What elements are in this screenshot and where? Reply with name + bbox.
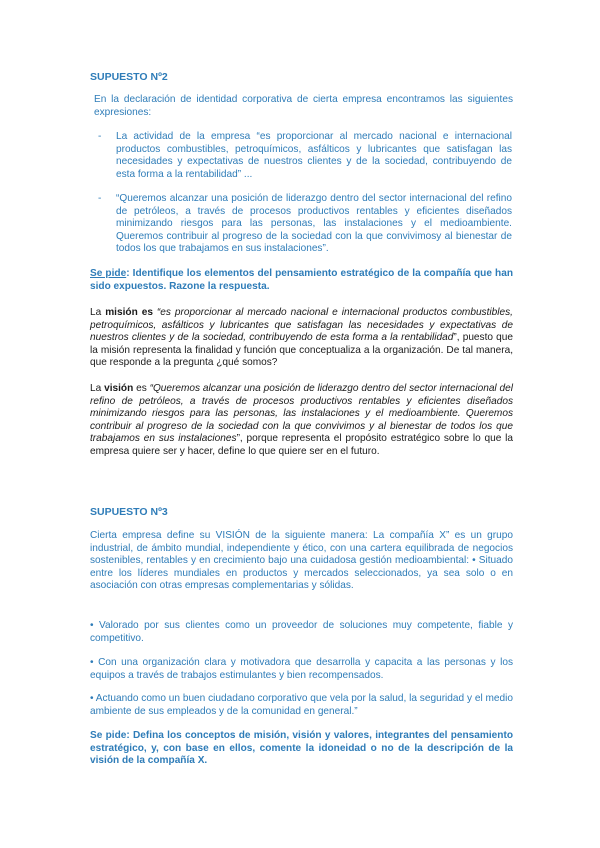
bullet-dash-1: - bbox=[98, 131, 102, 142]
answer-vision-verb: es bbox=[133, 383, 150, 394]
supuesto2-intro: En la declaración de identidad corporativa de cierta empresa encontramos las siguientes expresiones: bbox=[94, 94, 513, 118]
bullet-text-2: “Queremos alcanzar una posición de liderazgo dentro del sector internacional del refino de petróleos, a través de procesos productivos rentables y eficientes diseñados minimizando riesgos para las personas, las instalaciones y el medioambiente. Queremos contribuir al progreso de la sociedad con la que convivimosy al bienestar de todos los que trabajamos en sus instalaciones”. bbox=[116, 193, 512, 255]
answer-mision-term: misión bbox=[105, 307, 138, 318]
answer-mision-rest: ”, puesto que la misión representa la finalidad y función que conceptualiza a la organización. De tal manera, que responde a la pregunta ¿qué somos? bbox=[90, 332, 514, 369]
answer-vision-lead: La bbox=[90, 383, 105, 394]
supuesto2-bullet-1 bbox=[98, 131, 512, 183]
supuesto3-point-2: • Con una organización clara y motivadora que desarrolla y capacita a las personas y los equipos a través de trabajos estimulantes y bien recompensados. bbox=[90, 657, 513, 681]
supuesto3-point-1: • Valorado por sus clientes como un proveedor de soluciones muy competente, fiable y competitivo. bbox=[90, 620, 513, 644]
supuesto2-heading: SUPUESTO Nº2 bbox=[90, 71, 168, 83]
answer-mision-verb: es bbox=[137, 307, 157, 318]
answer-mision-quote: “es proporcionar al mercado nacional e internacional productos combustibles, petroquímicos, asfálticos y lubricantes que satisfagan las necesidades y expectativas de nuestros clientes y de la sociedad, contribuyendo de esta forma a la rentabilidad bbox=[90, 307, 513, 344]
bullet-text-1: La actividad de la empresa “es proporcionar al mercado nacional e internacional productos combustibles, petroquímicos, asfálticos y lubricantes que satisfagan las necesidades y expectativas de nuestros clientes y de la sociedad, contribuyendo de esta forma a la rentabilidad” ... bbox=[116, 131, 512, 180]
supuesto3-ask: Se pide: Defina los conceptos de misión, visión y valores, integrantes del pensamiento estratégico, y, con base en ellos, comente la idoneidad o no de la descripción de la visión de la compañía X. bbox=[90, 730, 513, 767]
supuesto2-bullet-2 bbox=[98, 193, 512, 259]
ask-text: : Identifique los elementos del pensamiento estratégico de la compañía que han sido expuestos. Razone la respuesta. bbox=[90, 268, 513, 292]
answer-vision-rest: ”, porque representa el propósito estratégico sobre lo que la empresa quiere ser y hacer, define lo que quiere ser en el futuro. bbox=[90, 433, 513, 457]
answer-vision-quote: “Queremos alcanzar una posición de liderazgo dentro del sector internacional del refino de petróleos, a través de procesos productivos rentables y eficientes diseñados minimizando riesgos para las personas, las instalaciones y el medioambiente. Queremos contribuir al progreso de la sociedad con la que convivimos y al bienestar de todos los que trabajamos en sus instalaciones bbox=[90, 383, 513, 445]
supuesto3-heading: SUPUESTO Nº3 bbox=[90, 506, 168, 518]
ask-label: Se pide bbox=[90, 268, 127, 279]
bullet-dash-2: - bbox=[98, 193, 102, 204]
supuesto2-ask bbox=[90, 268, 513, 293]
answer-vision bbox=[90, 383, 513, 459]
answer-mision-lead: La bbox=[90, 307, 106, 318]
answer-mision bbox=[90, 307, 513, 370]
supuesto3-intro: Cierta empresa define su VISIÓN de la siguiente manera: La compañía X” es un grupo industrial, de ámbito mundial, independiente y ético, con una cartera equilibrada de negocios sostenibles, rentables y en crecimiento bajo una cuidadosa gestión medioambiental: • Situado entre los líderes mundiales en productos y mercados seleccionados, ya sea solo o en asociación con otras empresas complementarias y sólidas. bbox=[90, 530, 513, 592]
answer-vision-term: visión bbox=[104, 383, 134, 394]
supuesto3-point-3: • Actuando como un buen ciudadano corporativo que vela por la salud, la seguridad y el medio ambiente de sus empleados y de la comunidad en general.” bbox=[90, 693, 513, 717]
